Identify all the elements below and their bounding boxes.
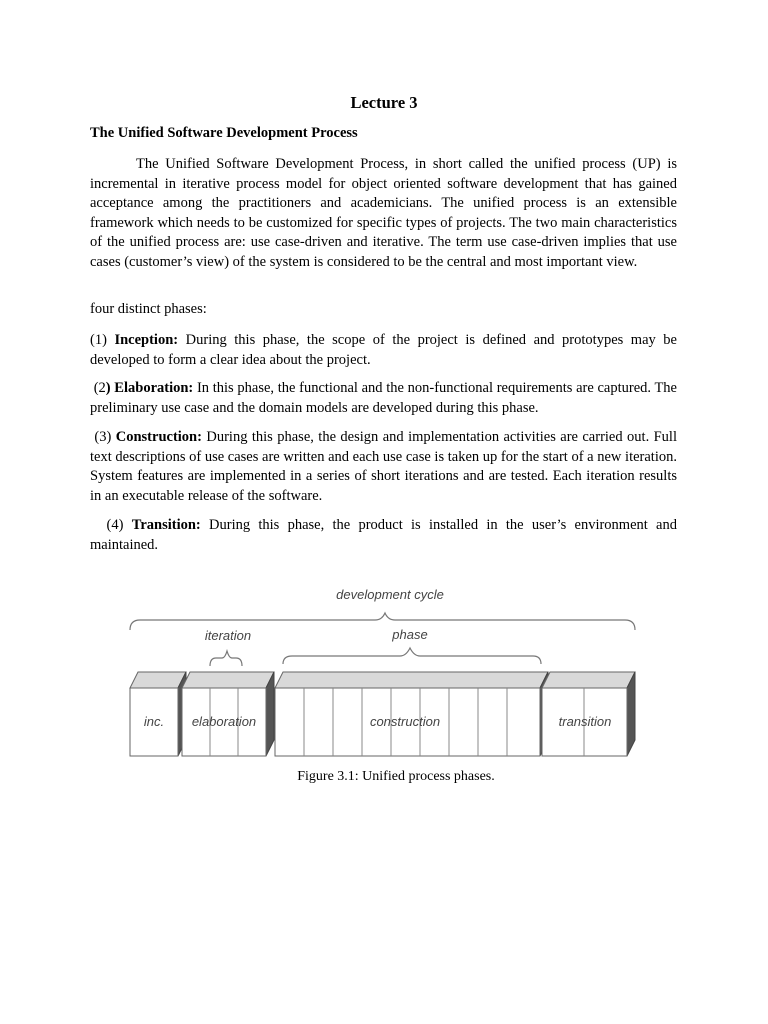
inception-block-label: inc. — [143, 714, 165, 729]
phase-inception-paragraph — [90, 331, 677, 370]
construction-block — [275, 672, 548, 756]
transition-block — [542, 672, 635, 756]
phase-name: Construction: — [115, 429, 202, 445]
elaboration-block — [182, 672, 274, 756]
phase-number: (4) — [90, 517, 132, 533]
intro-paragraph: The Unified Software Development Process, in short called the unified process (UP) is incremental in iterative process model for object oriented software development that has gained acceptance among the practitioners and academicians. The unified process is an extensible framework which needs to be customized for specific types of projects. The two main characteristics of the unified process are: use case-driven and iterative. The term use case-driven implies that use cases (customer’s view) of the system is considered to be the central and most important view. — [90, 156, 677, 270]
transition-block-label: transition — [558, 714, 612, 729]
phase-description: During this phase, the product is installed in the user’s environment and maintained. — [90, 517, 677, 553]
phase-description: In this phase, the functional and the non-functional requirements are captured. The preliminary use case and the domain models are developed during this phase. — [90, 380, 677, 416]
iteration-brace — [210, 651, 242, 666]
section-heading: The Unified Software Development Process — [90, 125, 358, 141]
phase-transition-paragraph — [90, 516, 677, 555]
phase-label: phase — [392, 627, 428, 642]
phase-brace — [283, 648, 541, 664]
construction-block-label: construction — [369, 714, 441, 729]
phase-number: (1) — [90, 332, 115, 348]
inception-block — [130, 672, 186, 756]
iteration-label: iteration — [204, 628, 252, 643]
phases-intro: four distinct phases: — [90, 301, 207, 317]
phase-name: Transition: — [131, 517, 201, 533]
elaboration-block-label: elaboration — [191, 714, 257, 729]
page-title: Lecture 3 — [350, 93, 418, 112]
phase-name: Inception: — [114, 332, 179, 348]
phase-description: During this phase, the scope of the project is defined and prototypes may be developed to form a clear idea about the project. — [90, 332, 677, 368]
development-cycle-label: development cycle — [336, 587, 444, 602]
phase-construction-paragraph — [90, 428, 677, 506]
unified-process-diagram — [120, 580, 640, 770]
phase-number: (2 — [90, 380, 106, 396]
figure-caption: Figure 3.1: Unified process phases. — [297, 769, 495, 784]
phase-name: ) Elaboration: — [105, 380, 194, 396]
phase-elaboration-paragraph — [90, 379, 677, 418]
phase-number: (3) — [90, 429, 116, 445]
phase-description: During this phase, the design and implementation activities are carried out. Full text descriptions of use cases are written and each use case is taken up for the start of a new iteration. System features are implemented in a series of short iterations and are tested. Each iteration results in an executable release of the software. — [90, 429, 677, 504]
